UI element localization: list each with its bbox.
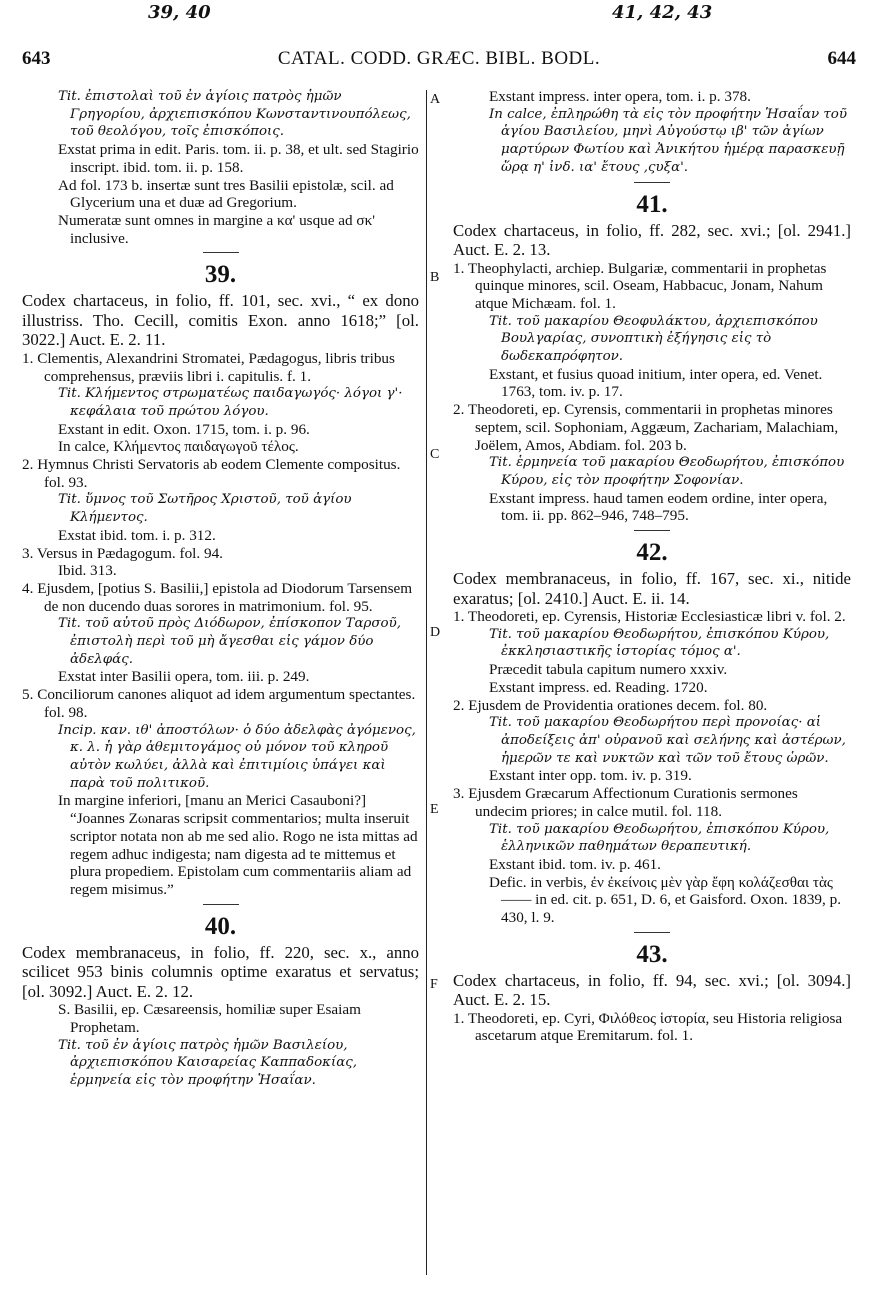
paragraph: In calce, Κλήμεντος παιδαγωγοῦ τέλος.: [58, 438, 299, 456]
entry-item: S. Basilii, ep. Cæsareensis, homiliæ super Esaiam Prophetam.: [58, 1001, 361, 1036]
entry-item: 1. Theodoreti, ep. Cyrensis, Historiæ Ecclesiasticæ libri v. fol. 2.: [453, 608, 846, 626]
entry-item: 2. Hymnus Christi Servatoris ab eodem Clemente compositus. fol. 93.: [22, 456, 401, 491]
codex-description: Codex membranaceus, in folio, ff. 167, sec. xi., nitide exaratus; [ol. 2410.] Auct. E. ii. 14.: [453, 569, 851, 608]
entry-item: 5. Conciliorum canones aliquot ad idem argumentum spectantes. fol. 98.: [22, 686, 416, 721]
margin-letter: E: [430, 802, 439, 817]
entry-item: 2. Ejusdem de Providentia orationes decem. fol. 80.: [453, 696, 768, 714]
greek-title: Tit. ἑρμηνεία τοῦ μακαρίου Θεοδωρήτου, ἐπισκόπου Κύρου, εἰς τὸν προφήτην Σοφονίαν.: [489, 455, 845, 488]
margin-letter: D: [430, 625, 441, 640]
greek-title: Tit. τοῦ ἐν ἁγίοις πατρὸς ἡμῶν Βασιλείου, ἀρχιεπισκόπου Καισαρείας Καππαδοκίας, ἑρμηνεία εἰς τὸν προφήτην Ἡσαΐαν.: [58, 1037, 357, 1088]
column-divider: [426, 90, 427, 1275]
entry-item: 2. Theodoreti, ep. Cyrensis, commentarii in prophetas minores septem, scil. Sophoniam, Aggæum, Zachariam, Malachiam, Joëlem, Amos, Abdiam. fol. 203 b.: [453, 401, 839, 454]
codex-description: Codex chartaceus, in folio, ff. 282, sec. xvi.; [ol. 2941.] Auct. E. 2. 13.: [453, 220, 851, 260]
paragraph: Exstant impress. ed. Reading. 1720.: [489, 678, 708, 696]
greek-title: Tit. τοῦ μακαρίου Θεοφυλάκτου, ἀρχιεπισκόπου Βουλγαρίας, συνοπτικὴ ἐξήγησις εἰς τὸ δωδεκαπρόφητον.: [489, 313, 818, 365]
section-rule: [634, 932, 670, 933]
greek-incipit: Incip. καν. ιθ' ἀποστόλων· ὁ δύο ἀδελφὰς ἀγόμενος, κ. λ. ἡ γὰρ ἀθεμιτογάμος οὐ μόνον τοῦ κληροῦ αὐτὸν κωλύει, ἀλλὰ καὶ ἐπιτιμίοις ὑπάγει καὶ παρὰ τοῦ πολιτικοῦ.: [58, 722, 416, 791]
margin-letter: A: [430, 92, 441, 107]
section-number: 39.: [204, 261, 237, 289]
page-number-right: 644: [827, 48, 856, 69]
left-column: [22, 88, 419, 1090]
greek-title: Tit. τοῦ μακαρίου Θεοδωρήτου, ἐπισκόπου Κύρου, ἑλληνικῶν παθημάτων θεραπευτική.: [489, 821, 830, 855]
paragraph: Exstant impress. haud tamen eodem ordine, inter opera, tom. ii. pp. 862–946, 748–795.: [489, 489, 828, 525]
section-rule: [634, 182, 670, 183]
margin-letter: C: [430, 447, 440, 462]
paragraph: Exstant impress. inter opera, tom. i. p. 378.: [489, 88, 751, 105]
page-header: [22, 48, 856, 74]
entry-item: 1. Theophylacti, archiep. Bulgariæ, commentarii in prophetas quinque minores, scil. Oseam, Habbacuc, Jonam, Nahum atque Michæam. fol. 1.: [453, 259, 827, 312]
page-number-left: 643: [22, 48, 51, 69]
entry-item: 3. Ejusdem Græcarum Affectionum Curationis sermones undecim priores; in calce mutil. fol. 118.: [453, 785, 798, 820]
greek-title: Tit. ὕμνος τοῦ Σωτῆρος Χριστοῦ, τοῦ ἁγίου Κλήμεντος.: [58, 492, 352, 526]
greek-title: Tit. Κλήμεντος στρωματέως παιδαγωγός· λόγοι γ'· κεφάλαια τοῦ πρώτου λόγου.: [58, 386, 403, 419]
handwritten-folio-left: 39, 40: [148, 2, 211, 23]
greek-title: Tit. τοῦ μακαρίου Θεοδωρήτου, ἐπισκόπου Κύρου, ἐκκλησιαστικῆς ἱστορίας τόμος α'.: [489, 626, 830, 660]
greek-title: Tit. τοῦ αὐτοῦ πρὸς Διόδωρον, ἐπίσκοπον Ταρσοῦ, ἐπιστολὴ περὶ τοῦ μὴ ἄγεσθαι εἰς γάμον δύο ἀδελφάς.: [58, 616, 401, 667]
right-column: [453, 88, 851, 1045]
paragraph: Exstant ibid. tom. iv. p. 461.: [489, 855, 661, 873]
entry-item: 3. Versus in Pædagogum. fol. 94.: [22, 544, 223, 562]
codex-description: Codex membranaceus, in folio, ff. 220, sec. x., anno scilicet 953 binis columnis optime exaratus et servatus; [ol. 3092.] Auct. E. 2. 12.: [22, 942, 419, 1001]
running-title: CATAL. CODD. GRÆC. BIBL. BODL.: [277, 48, 601, 69]
entry-item: 4. Ejusdem, [potius S. Basilii,] epistola ad Diodorum Tarsensem de non ducendo duas sorores in matrimonium. fol. 95.: [22, 579, 413, 615]
section-number: 41.: [636, 190, 668, 218]
codex-description: Codex chartaceus, in folio, ff. 94, sec. xvi.; [ol. 3094.] Auct. E. 2. 15.: [453, 970, 851, 1010]
handwritten-folio-right: 41, 42, 43: [612, 2, 713, 23]
margin-letter: B: [430, 270, 440, 285]
paragraph: Exstat ibid. tom. i. p. 312.: [58, 526, 216, 544]
section-number: 40.: [204, 912, 237, 940]
paragraph: Exstant in edit. Oxon. 1715, tom. i. p. 96.: [58, 420, 310, 438]
paragraph: Ibid. 313.: [58, 562, 117, 580]
greek-colophon: In calce, ἐπληρώθη τὰ εἰς τὸν προφήτην Ἡσαΐαν τοῦ ἁγίου Βασιλείου, μηνὶ Αὐγούστῳ ιβ' τῶν ἁγίων μαρτύρων Φωτίου καὶ Ἀνικήτου ἡμέρᾳ παρασκευῇ ὥρᾳ η' ἰνδ. ια' ἔτους ,ςυξα'.: [489, 106, 847, 175]
paragraph: Ad fol. 173 b. insertæ sunt tres Basilii epistolæ, scil. ad Glycerium una et duæ ad Gregorium.: [58, 176, 394, 212]
paragraph: In margine inferiori, [manu an Merici Casauboni?] “Joannes Zωnaras scripsit commentarios; multa inseruit scriptor notata non ab me sed alio. Rogo ne ista mittas ad regem adhuc indigesta; nam digesta ad te mittemus et plura propediem. Epistolam cum commentariis aliam ad regem misimus.”: [58, 792, 418, 898]
greek-title: Tit. τοῦ μακαρίου Θεοδωρήτου περὶ προνοίας· αἱ ἀποδείξεις ἀπ' οὐρανοῦ καὶ σελήνης καὶ ἀστέρων, ἡμερῶν τε καὶ νυκτῶν καὶ τῶν τοῦ ἔτους ὡρῶν.: [489, 715, 846, 766]
greek-title: Tit. ἐπιστολαὶ τοῦ ἐν ἁγίοις πατρὸς ἡμῶν Γρηγορίου, ἀρχιεπισκόπου Κωνσταντινουπόλεως, τοῦ θεολόγου, τοῖς ἐπισκόποις.: [58, 89, 411, 140]
entry-item: 1. Clementis, Alexandrini Stromatei, Pædagogus, libris tribus comprehensus, præviis libri i. capitulis. f. 1.: [22, 349, 395, 385]
paragraph: Præcedit tabula capitum numero xxxiv.: [489, 661, 728, 679]
entry-item: 1. Theodoreti, ep. Cyri, Φιλόθεος ἱστορία, seu Historia religiosa ascetarum atque Eremitarum. fol. 1.: [453, 1009, 843, 1045]
paragraph: Exstant, et fusius quoad initium, inter opera, ed. Venet. 1763, tom. iv. p. 17.: [489, 365, 823, 401]
section-rule: [203, 904, 239, 905]
section-rule: [203, 252, 239, 253]
paragraph: Defic. in verbis, ἐν ἐκείνοις μὲν γὰρ ἔφη κολάζεσθαι τὰς—— in ed. cit. p. 651, D. 6, et Gaisford. Oxon. 1839, p. 430, l. 9.: [489, 873, 841, 927]
paragraph: Numeratæ sunt omnes in margine a κα' usque ad σκ' inclusive.: [58, 211, 376, 247]
paragraph: Exstant inter opp. tom. iv. p. 319.: [489, 767, 692, 785]
section-number: 42.: [636, 539, 668, 567]
paragraph: Exstat prima in edit. Paris. tom. ii. p. 38, et ult. sed Stagirio inscript. ibid. tom. ii. p. 158.: [58, 141, 419, 176]
margin-letter: F: [430, 977, 438, 992]
paragraph: Exstat inter Basilii opera, tom. iii. p. 249.: [58, 668, 310, 686]
codex-description: Codex chartaceus, in folio, ff. 101, sec. xvi., “ ex dono illustriss. Tho. Cecill, comitis Exon. anno 1618;” [ol. 3022.] Auct. E. 2. 11.: [22, 291, 419, 350]
section-number: 43.: [636, 940, 668, 968]
section-rule: [634, 530, 670, 531]
